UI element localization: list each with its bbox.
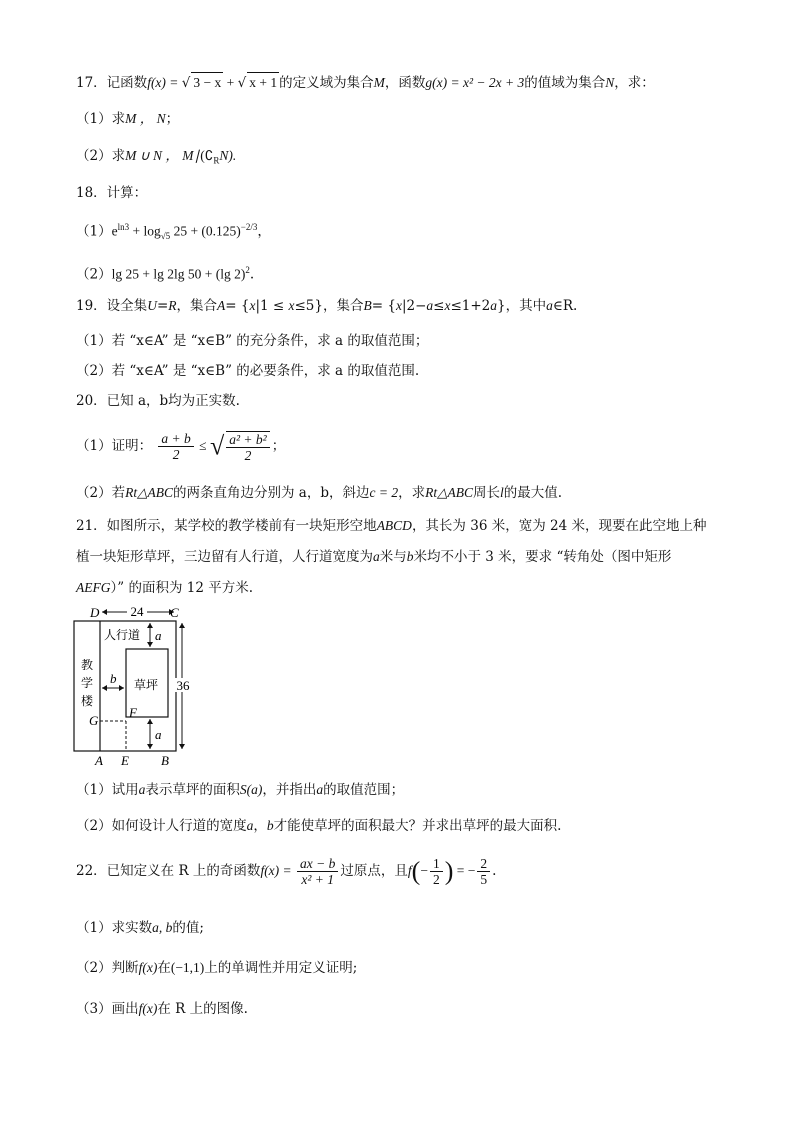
label-b: b (110, 671, 117, 686)
q22-part3: （3）画出f(x)在 R 上的图像. (76, 1001, 248, 1017)
q18-title: 18．计算： (76, 185, 148, 201)
q22-frac-half: $\frac{1}{2}$ (430, 856, 443, 887)
q20-frac1: $\frac{a + b}{2}$ (158, 431, 193, 462)
q18-part1: $(1)e^{ln3} + \log_{√5} 25 + (0.125)^{-2/3}$， (76, 222, 271, 242)
q21-line3: AEFG）” 的面积为 12 平方米. (76, 580, 253, 596)
q21-part1: （1）试用a表示草坪的面积S(a)，并指出a的取值范围； (76, 782, 405, 798)
label-building-1: 教 (80, 658, 94, 672)
label-walkway: 人行道 (104, 628, 141, 642)
q22-line1: 22．已知定义在 R 上的奇函数f(x) = $\frac{ax - b}{\text{x² + 1}}$ 过原点，且f(− $\frac{1}{2}$ ) = − $\frac{2}{5}$ . (76, 856, 497, 887)
vertex-D: D (90, 605, 100, 620)
q20-part2: （2）若Rt△ABC的两条直角边分别为 a，b，斜边c = 2，求Rt△ABC周长l的最大值. (76, 485, 563, 501)
label-building-2: 学 (80, 676, 94, 690)
q22-part1: （1）求实数a, b的值; (76, 920, 204, 936)
q19-part1: （1）若 “x∈A” 是 “x∈B” 的充分条件，求 a 的取值范围； (76, 333, 429, 349)
q21-line1: 21．如图所示，某学校的教学楼前有一块矩形空地ABCD，其长为 36 米，宽为 24 米，现要在此空地上种 (76, 518, 707, 534)
vertex-A: A (95, 753, 103, 768)
q22-part2: （2）判断f(x)在(−1,1)上的单调性并用定义证明; (76, 960, 358, 976)
q19-part2: （2）若 “x∈A” 是 “x∈B” 的必要条件，求 a 的取值范围. (76, 363, 420, 379)
label-length: 36 (176, 678, 190, 693)
vertex-F: F (129, 705, 137, 720)
q22-frac-result: $\frac{2}{5}$ (477, 856, 490, 887)
vertex-B: B (161, 753, 169, 768)
q20-frac2: $\frac{\text{a² + b²}}{2}$ (226, 431, 269, 463)
label-a-bottom: a (155, 727, 162, 742)
q22-frac-f: $\frac{ax - b}{\text{x² + 1}}$ (297, 856, 338, 887)
q19-line1: 19．设全集U=R，集合A= {x|1 ≤ x≤5}，集合B= {x|2−a≤x≤1+2a}，其中a∈R. (76, 298, 578, 314)
label-building-3: 楼 (80, 694, 94, 708)
label-width: 24 (130, 604, 144, 619)
q20-part1: （1）证明： $\frac{a + b}{2}$ ≤ √ $\frac{\text{a² + b²}}{2}$ ； (76, 431, 286, 463)
q17-part1: （1）求M ， N； (76, 111, 180, 127)
q21-line2: 植一块矩形草坪，三边留有人行道，人行道宽度为a米与b米均不小于 3 米，要求 “转角处（图中矩形 (76, 549, 672, 565)
q17-line1: 17．记函数f(x) = √ 3 − x + √ x + 1 的定义域为集合M，函数g(x) = x² − 2x + 3的值域为集合N，求： (76, 72, 655, 93)
q18-part2: （2）lg 25 + lg 2lg 50 + (lg 2)$^2$. (76, 265, 255, 283)
q20-line1: 20．已知 a，b均为正实数. (76, 393, 240, 409)
vertex-E: E (121, 753, 129, 768)
q21-figure (70, 603, 200, 773)
vertex-C: C (170, 605, 179, 620)
label-a-top: a (155, 628, 162, 643)
label-lawn: 草坪 (134, 678, 159, 692)
q17-part2: （2）求M ∪ N ， $M∣(∁_RN)$. (76, 148, 237, 166)
vertex-G: G (89, 713, 99, 728)
q21-part2: （2）如何设计人行道的宽度a，b才能使草坪的面积最大？并求出草坪的最大面积. (76, 818, 562, 834)
